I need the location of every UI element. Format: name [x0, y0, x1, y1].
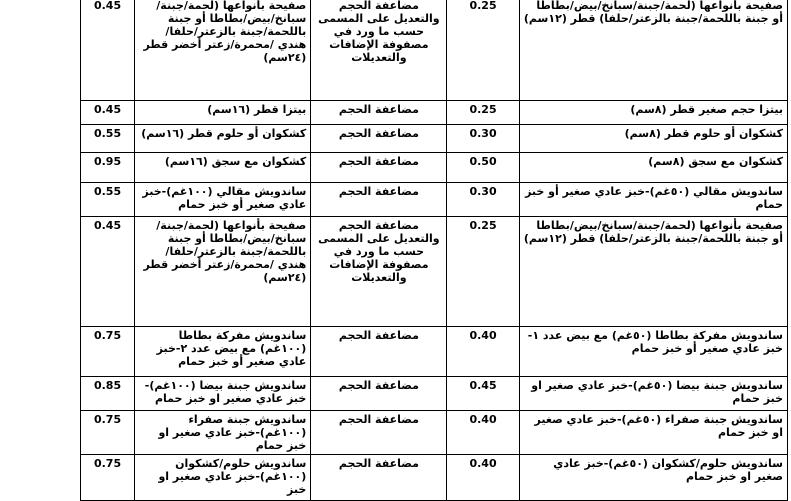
old-item-cell: ساندويش مفركة بطاطا (٥٠غم) مع بيض عدد ١-خبز عادي صغير أو خبز حمام [519, 327, 787, 377]
new-price-cell: 0.75 [81, 327, 135, 377]
price-table [80, 0, 788, 501]
table-row [81, 377, 788, 411]
old-price-cell: 0.40 [447, 411, 519, 455]
new-item-cell: كشكوان أو حلوم قطر (١٦سم) [135, 125, 311, 153]
old-item-cell: صفيحة بأنواعها (لحمة/جبنة/سبانخ/بيض/بطاطا أو جبنة باللحمة/جبنة بالزعتر/حلفا) قطر (١٢سم) [519, 0, 787, 101]
table-row [81, 411, 788, 455]
adjustment-method-cell: مضاعفة الحجم [311, 183, 447, 217]
old-item-cell: صفيحة بأنواعها (لحمة/جبنة/سبانخ/بيض/بطاطا أو جبنة باللحمة/جبنة بالزعتر/حلفا) قطر (١٢سم) [519, 217, 787, 327]
adjustment-method-cell: مضاعفة الحجم والتعديل على المسمى حسب ما ورد في مصفوفة الإضافات والتعديلات [311, 217, 447, 327]
new-price-cell: 0.75 [81, 455, 135, 501]
old-price-cell: 0.50 [447, 153, 519, 183]
old-item-cell: بيتزا حجم صغير قطر (٨سم) [519, 101, 787, 125]
adjustment-method-cell: مضاعفة الحجم والتعديل على المسمى حسب ما ورد في مصفوفة الإضافات والتعديلات [311, 0, 447, 101]
table-row [81, 153, 788, 183]
old-item-cell: ساندويش جبنة صفراء (٥٠غم)-خبز عادي صغير او خبز حمام [519, 411, 787, 455]
old-price-cell: 0.25 [447, 217, 519, 327]
new-item-cell: ساندويش جبنة صفراء (١٠٠غم)-خبز عادي صغير او خبز حمام [135, 411, 311, 455]
adjustment-method-cell: مضاعفة الحجم [311, 377, 447, 411]
table-row [81, 0, 788, 101]
adjustment-method-cell: مضاعفة الحجم [311, 125, 447, 153]
table-row [81, 125, 788, 153]
new-price-cell: 0.95 [81, 153, 135, 183]
new-item-cell: ساندويش مقالي (١٠٠غم)-خبز عادي صغير أو خبز حمام [135, 183, 311, 217]
old-price-cell: 0.25 [447, 0, 519, 101]
old-item-cell: ساندويش جبنة بيضا (٥٠غم)-خبز عادي صغير او خبز حمام [519, 377, 787, 411]
new-item-cell: ساندويش مفركة بطاطا (١٠٠غم) مع بيض عدد ٢-خبز عادي صغير أو خبز حمام [135, 327, 311, 377]
new-item-cell: بيتزا قطر (١٦سم) [135, 101, 311, 125]
table-row [81, 327, 788, 377]
new-item-cell: كشكوان مع سجق (١٦سم) [135, 153, 311, 183]
new-item-cell: ساندويش جبنة بيضا (١٠٠غم)-خبز عادي صغير او خبز حمام [135, 377, 311, 411]
old-price-cell: 0.30 [447, 125, 519, 153]
table-row [81, 217, 788, 327]
new-price-cell: 0.75 [81, 411, 135, 455]
new-price-cell: 0.45 [81, 0, 135, 101]
old-price-cell: 0.25 [447, 101, 519, 125]
new-price-cell: 0.55 [81, 183, 135, 217]
old-price-cell: 0.30 [447, 183, 519, 217]
new-price-cell: 0.45 [81, 217, 135, 327]
table-row [81, 101, 788, 125]
old-item-cell: ساندويش حلوم/كشكوان (٥٠غم)-خبز عادي صغير او خبز حمام [519, 455, 787, 501]
old-item-cell: كشكوان أو حلوم قطر (٨سم) [519, 125, 787, 153]
old-item-cell: ساندويش مقالي (٥٠غم)-خبز عادي صغير أو خبز حمام [519, 183, 787, 217]
new-price-cell: 0.85 [81, 377, 135, 411]
table-row [81, 183, 788, 217]
new-item-cell: صفيحة بأنواعها (لحمة/جبنة/سبانخ/بيض/بطاطا أو جبنة باللحمة/جبنة بالزعتر/حلفا/هندي /محمرة/زعتر أخضر قطر (٢٤سم) [135, 0, 311, 101]
old-price-cell: 0.40 [447, 327, 519, 377]
adjustment-method-cell: مضاعفة الحجم [311, 101, 447, 125]
old-price-cell: 0.45 [447, 377, 519, 411]
old-item-cell: كشكوان مع سجق (٨سم) [519, 153, 787, 183]
adjustment-method-cell: مضاعفة الحجم [311, 153, 447, 183]
new-item-cell: ساندويش حلوم/كشكوان (١٠٠غم)-خبز عادي صغير او خبز [135, 455, 311, 501]
new-price-cell: 0.45 [81, 101, 135, 125]
adjustment-method-cell: مضاعفة الحجم [311, 327, 447, 377]
new-item-cell: صفيحة بأنواعها (لحمة/جبنة/سبانخ/بيض/بطاطا أو جبنة باللحمة/جبنة بالزعتر/حلفا/هندي /محمرة/زعتر أخضر قطر (٢٤سم) [135, 217, 311, 327]
adjustment-method-cell: مضاعفة الحجم [311, 411, 447, 455]
old-price-cell: 0.40 [447, 455, 519, 501]
adjustment-method-cell: مضاعفة الحجم [311, 455, 447, 501]
table-row [81, 455, 788, 501]
new-price-cell: 0.55 [81, 125, 135, 153]
